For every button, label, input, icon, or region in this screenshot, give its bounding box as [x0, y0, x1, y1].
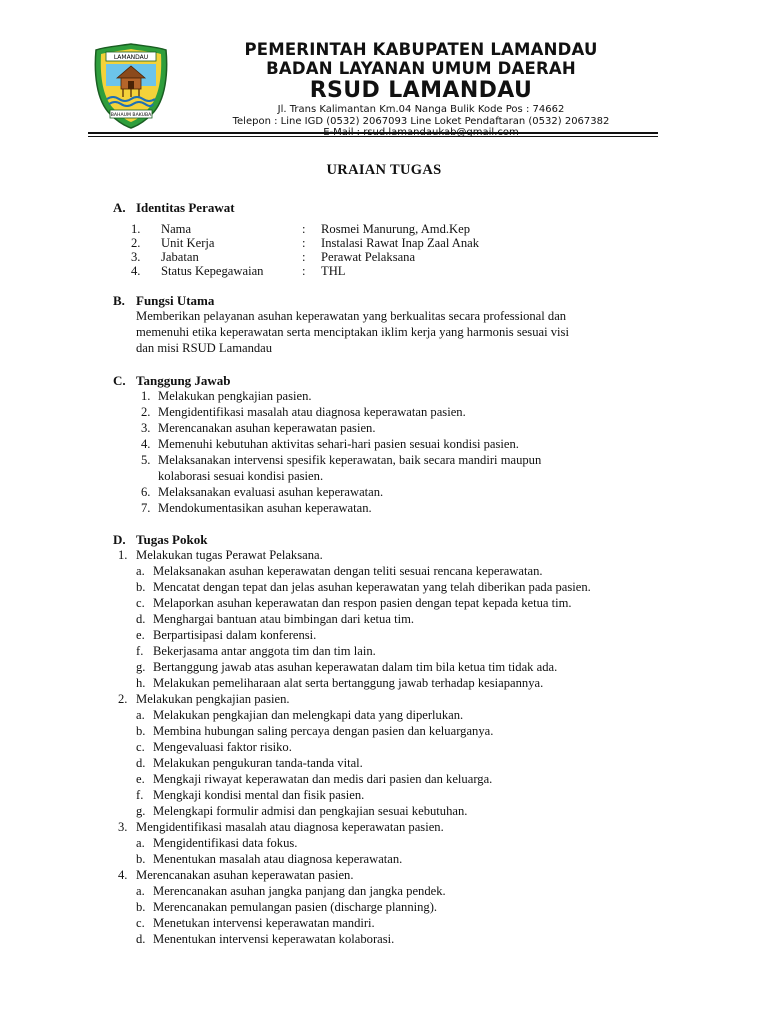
sub-task-text: Mengidentifikasi data fokus. [153, 836, 298, 850]
sub-task-letter: a. [136, 708, 145, 722]
responsibility-number: 3. [141, 421, 151, 435]
sub-task-text: Bertanggung jawab atas asuhan keperawatan dalam tim bila ketua tim tidak ada. [153, 660, 558, 674]
responsibility-number: 2. [141, 405, 151, 419]
sub-task-text: Membina hubungan saling percaya dengan pasien dan keluarganya. [153, 724, 494, 738]
sub-task-letter: a. [136, 836, 145, 850]
letterhead-government: PEMERINTAH KABUPATEN LAMANDAU [244, 40, 598, 59]
identity-row [0, 264, 768, 278]
main-task-number: 1. [118, 548, 128, 562]
section-c-label: C. [113, 373, 126, 388]
letterhead-hospital-name: RSUD LAMANDAU [309, 78, 533, 103]
identity-field: Jabatan [161, 250, 199, 264]
identity-number: 2. [131, 236, 141, 250]
main-task-text: Melakukan tugas Perawat Pelaksana. [136, 548, 323, 562]
sub-task-letter: a. [136, 884, 145, 898]
sub-task-text: Bekerjasama antar anggota tim dan tim lain. [153, 644, 376, 658]
identity-separator: : [302, 250, 306, 264]
main-task-number: 4. [118, 868, 128, 882]
sub-task-text: Melakukan pemeliharaan alat serta bertanggung jawab terhadap kesiapannya. [153, 676, 544, 690]
identity-separator: : [302, 236, 306, 250]
main-task-number: 2. [118, 692, 128, 706]
sub-task-letter: f. [136, 788, 144, 802]
identity-field: Status Kepegawaian [161, 264, 264, 278]
responsibility-text: Melakukan pengkajian pasien. [158, 389, 312, 403]
sub-task-text: Melaporkan asuhan keperawatan dan respon pasien dengan tepat kepada ketua tim. [153, 596, 572, 610]
paragraph-line: Memberikan pelayanan asuhan keperawatan yang berkualitas secara professional dan [136, 309, 567, 323]
sub-task-text: Melakukan pengukuran tanda-tanda vital. [153, 756, 363, 770]
sub-task-letter: h. [136, 676, 146, 690]
letterhead-address: Jl. Trans Kalimantan Km.04 Nanga Bulik Kode Pos : 74662 [277, 104, 565, 115]
sub-task-text: Mengkaji riwayat keperawatan dan medis dari pasien dan keluarga. [153, 772, 493, 786]
document-title: URAIAN TUGAS [326, 162, 442, 178]
identity-row [0, 222, 768, 236]
main-task-text: Melakukan pengkajian pasien. [136, 692, 290, 706]
sub-task-text: Mencatat dengan tepat dan jelas asuhan keperawatan yang telah diberikan pada pasien. [153, 580, 591, 594]
sub-task-text: Berpartisipasi dalam konferensi. [153, 628, 317, 642]
sub-task-letter: c. [136, 916, 145, 930]
responsibility-text: Melaksanakan evaluasi asuhan keperawatan. [158, 485, 384, 499]
sub-task-text: Menetukan intervensi keperawatan mandiri. [153, 916, 375, 930]
identity-row [0, 250, 768, 264]
identity-row [0, 236, 768, 250]
logo-label-bottom: BAHAUM BAKUBA [110, 113, 152, 118]
sub-task-text: Melakukan pengkajian dan melengkapi data yang diperlukan. [153, 708, 464, 722]
letterhead-text [188, 40, 654, 139]
letterhead-divider-thick [88, 132, 658, 134]
section-d-heading: Tugas Pokok [136, 532, 208, 547]
identity-value: Instalasi Rawat Inap Zaal Anak [321, 236, 480, 250]
identity-number: 1. [131, 222, 141, 236]
main-task-text: Merencanakan asuhan keperawatan pasien. [136, 868, 354, 882]
section-b-label: B. [113, 293, 125, 308]
sub-task-text: Mengevaluasi faktor risiko. [153, 740, 292, 754]
lamandau-regency-emblem-icon [92, 42, 170, 130]
logo-label-top: LAMANDAU [113, 54, 149, 61]
responsibility-number: 4. [141, 437, 151, 451]
letterhead-email: E-Mail : rsud.lamandaukab@gmail.com [323, 127, 519, 138]
identity-separator: : [302, 264, 306, 278]
sub-task-letter: d. [136, 932, 146, 946]
sub-task-letter: d. [136, 756, 146, 770]
main-function-paragraph [136, 308, 676, 357]
identity-number: 4. [131, 264, 141, 278]
responsibility-number: 6. [141, 485, 151, 499]
responsibility-text: Merencanakan asuhan keperawatan pasien. [158, 421, 376, 435]
responsibility-text: Mendokumentasikan asuhan keperawatan. [158, 501, 372, 515]
sub-task-letter: b. [136, 580, 146, 594]
sub-task-letter: e. [136, 628, 145, 642]
sub-task-letter: b. [136, 900, 146, 914]
sub-task-text: Menentukan intervensi keperawatan kolaborasi. [153, 932, 395, 946]
sub-task-letter: f. [136, 644, 144, 658]
sub-task-letter: d. [136, 612, 146, 626]
responsibility-text-continued: kolaborasi sesuai kondisi pasien. [158, 469, 324, 483]
identity-value: Perawat Pelaksana [321, 250, 416, 264]
main-task-text: Mengidentifikasi masalah atau diagnosa keperawatan pasien. [136, 820, 444, 834]
sub-task-letter: g. [136, 660, 146, 674]
sub-task-text: Mengkaji kondisi mental dan fisik pasien. [153, 788, 365, 802]
identity-value: Rosmei Manurung, Amd.Kep [321, 222, 471, 236]
letterhead-agency: BADAN LAYANAN UMUM DAERAH [266, 59, 576, 78]
section-a-label: A. [113, 200, 126, 215]
responsibility-number: 5. [141, 453, 151, 467]
sub-task-text: Menghargai bantuan atau bimbingan dari ketua tim. [153, 612, 415, 626]
identity-number: 3. [131, 250, 141, 264]
letterhead-divider-thin [88, 136, 658, 137]
identity-field: Nama [161, 222, 192, 236]
letterhead-phone: Telepon : Line IGD (0532) 2067093 Line Loket Pendaftaran (0532) 2067382 [232, 115, 610, 127]
identity-value: THL [321, 264, 346, 278]
section-b-heading: Fungsi Utama [136, 293, 215, 308]
sub-task-text: Menentukan masalah atau diagnosa keperawatan. [153, 852, 403, 866]
responsibility-number: 7. [141, 501, 151, 515]
identity-field: Unit Kerja [161, 236, 215, 250]
sub-task-text: Melaksanakan asuhan keperawatan dengan teliti sesuai rencana keperawatan. [153, 564, 543, 578]
responsibility-text: Mengidentifikasi masalah atau diagnosa keperawatan pasien. [158, 405, 466, 419]
sub-task-letter: b. [136, 852, 146, 866]
sub-task-letter: g. [136, 804, 146, 818]
paragraph-line: memenuhi etika keperawatan serta menciptakan iklim kerja yang harmonis sesuai visi [136, 325, 569, 340]
paragraph-line: dan misi RSUD Lamandau [136, 341, 273, 356]
sub-task-letter: e. [136, 772, 145, 786]
sub-task-text: Melengkapi formulir admisi dan pengkajian sesuai kebutuhan. [153, 804, 468, 818]
sub-task-letter: a. [136, 564, 145, 578]
letterhead [88, 40, 654, 138]
sub-task-letter: c. [136, 596, 145, 610]
sub-task-text: Merencanakan asuhan jangka panjang dan jangka pendek. [153, 884, 446, 898]
sub-task-letter: b. [136, 724, 146, 738]
responsibility-number: 1. [141, 389, 151, 403]
section-c-heading: Tanggung Jawab [136, 373, 231, 388]
sub-task-letter: c. [136, 740, 145, 754]
identity-separator: : [302, 222, 306, 236]
responsibility-text: Memenuhi kebutuhan aktivitas sehari-hari pasien sesuai kondisi pasien. [158, 437, 519, 451]
section-d-label: D. [113, 532, 126, 547]
responsibility-text: Melaksanakan intervensi spesifik keperawatan, baik secara mandiri maupun [158, 453, 542, 467]
sub-task-text: Merencanakan pemulangan pasien (discharge planning). [153, 900, 438, 914]
section-a-heading: Identitas Perawat [136, 200, 235, 215]
main-task-number: 3. [118, 820, 128, 834]
